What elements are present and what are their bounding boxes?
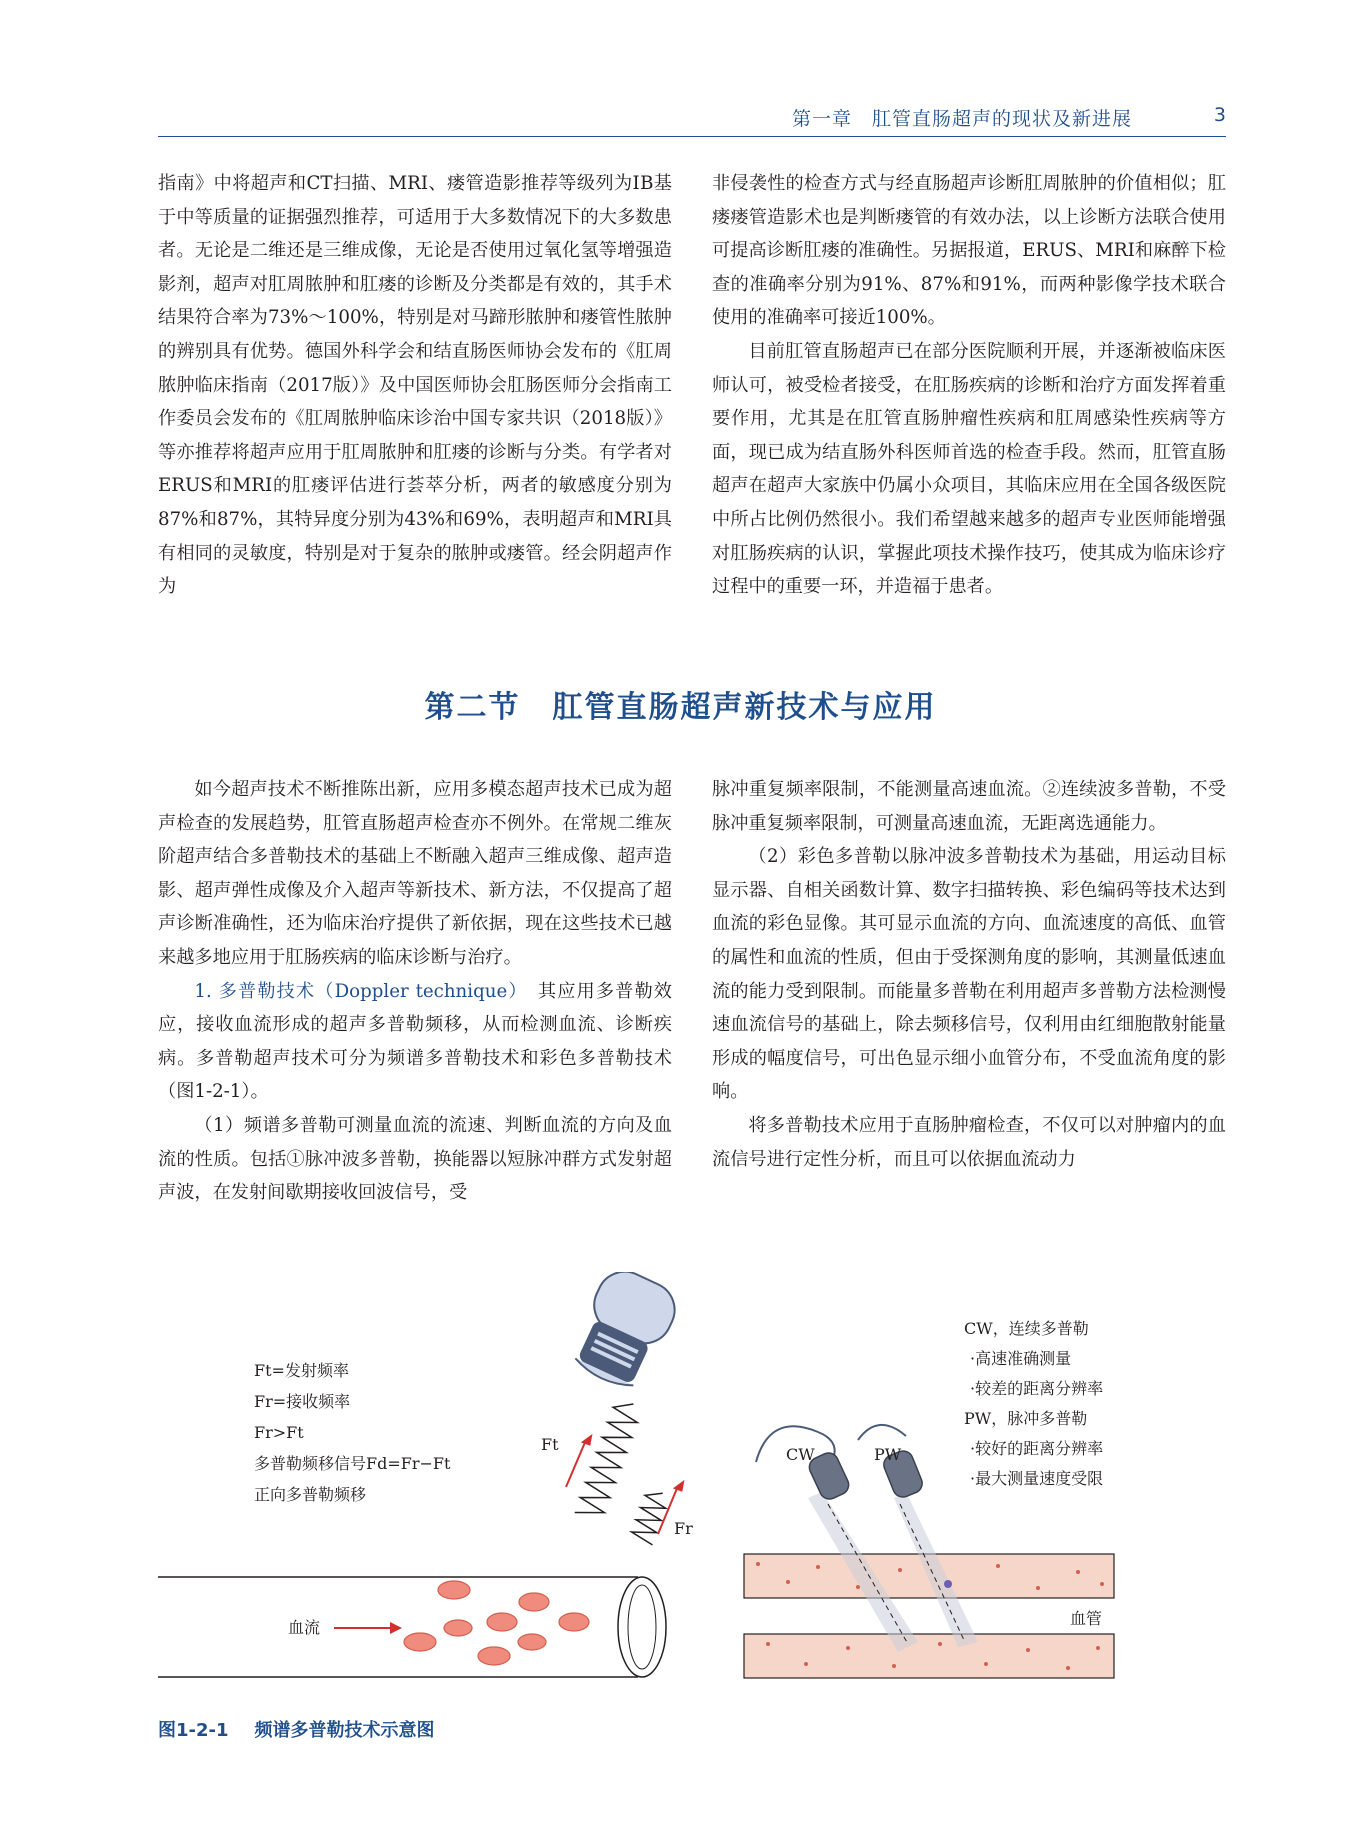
received-wave bbox=[630, 1488, 670, 1545]
bottom-right-column bbox=[712, 773, 1226, 1176]
doppler-figure bbox=[158, 1272, 1226, 1692]
paragraph: 如今超声技术不断推陈出新，应用多模态超声技术已成为超声检查的发展趋势，肛管直肠超声检查亦不例外。在常规二维灰阶超声结合多普勒技术的基础上不断融入超声三维成像、超声造影、超声弹性成像及介入超声等新技术、新方法，不仅提高了超声诊断准确性，还为临床治疗提供了新依据，现在这些技术已越来越多地应用于肛肠疾病的临床诊断与治疗。 bbox=[158, 779, 672, 968]
figure-title: 频谱多普勒技术示意图 bbox=[254, 1720, 435, 1741]
note-pw-2: ·最大测量速度受限 bbox=[970, 1469, 1104, 1488]
paragraph-body: 其应用多普勒效应，接收血流形成的超声多普勒频移，从而检测血流、诊断疾病。多普勒超声技术可分为频谱多普勒技术和彩色多普勒技术（图1-2-1）。 bbox=[158, 980, 672, 1103]
vessel-wall-lower bbox=[744, 1634, 1114, 1678]
paragraph: 非侵袭性的检查方式与经直肠超声诊断肛周脓肿的价值相似；肛瘘瘘管造影术也是判断瘘管的有效办法，以上诊断方法联合使用可提高诊断肛瘘的准确性。另据报道，ERUS、MRI和麻醉下检查的准确率分别为91%、87%和91%，而两种影像学技术联合使用的准确率可接近100%。 bbox=[712, 173, 1226, 329]
section-title: 第二节 肛管直肠超声新技术与应用 bbox=[424, 690, 937, 725]
chapter-title: 第一章 肛管直肠超声的现状及新进展 bbox=[791, 108, 1132, 130]
note-cw: CW，连续多普勒 bbox=[964, 1319, 1089, 1338]
note-pw: PW，脉冲多普勒 bbox=[964, 1409, 1088, 1428]
bottom-left-column bbox=[158, 773, 672, 1210]
pw-label: PW bbox=[874, 1445, 902, 1464]
paragraph: 脉冲重复频率限制，不能测量高速血流。②连续波多普勒，不受脉冲重复频率限制，可测量高速血流，无距离选通能力。 bbox=[712, 779, 1226, 834]
top-right-column bbox=[712, 167, 1226, 604]
paragraph: （1）频谱多普勒可测量血流的流速、判断血流的方向及血流的性质。包括①脉冲波多普勒，换能器以短脉冲群方式发射超声波，在发射间歇期接收回波信号，受 bbox=[158, 1114, 672, 1204]
ft-label: Ft bbox=[541, 1435, 559, 1454]
running-header bbox=[158, 100, 1226, 137]
fr-label: Fr bbox=[674, 1519, 693, 1538]
legend-fr-gt-ft: Fr>Ft bbox=[254, 1423, 304, 1442]
transmitted-wave bbox=[575, 1398, 643, 1522]
subheading: 1. 多普勒技术（Doppler technique） bbox=[194, 980, 519, 1002]
paragraph: （2）彩色多普勒以脉冲波多普勒技术为基础，用运动目标显示器、自相关函数计算、数字扫描转换、彩色编码等技术达到血流的彩色显像。其可显示血流的方向、血流速度的高低、血管的属性和血流的性质，但由于受探测角度的影响，其测量低速血流的能力受到限制。而能量多普勒在利用超声多普勒方法检测慢速血流信号的基础上，除去频移信号，仅利用由红细胞散射能量形成的幅度信号，可出色显示细小血管分布，不受血流角度的影响。 bbox=[712, 846, 1226, 1103]
legend-positive: 正向多普勒频移 bbox=[254, 1485, 367, 1504]
legend-fd: 多普勒频移信号Fd=Fr−Ft bbox=[254, 1454, 451, 1473]
note-cw-1: ·高速准确测量 bbox=[970, 1349, 1072, 1368]
page-number: 3 bbox=[1213, 104, 1226, 126]
legend-fr: Fr=接收频率 bbox=[254, 1392, 351, 1411]
paragraph: 指南》中将超声和CT扫描、MRI、瘘管造影推荐等级列为ⅠB基于中等质量的证据强烈推荐，可适用于大多数情况下的大多数患者。无论是二维还是三维成像，无论是否使用过氧化氢等增强造影剂，超声对肛周脓肿和肛瘘的诊断及分类都是有效的，其手术结果符合率为73%～100%，特别是对马蹄形脓肿和瘘管性脓肿的辨别具有优势。德国外科学会和结直肠医师协会发布的《肛周脓肿临床指南（2017版）》及中国医师协会肛肠医师分会指南工作委员会发布的《肛周脓肿临床诊治中国专家共识（2018版）》等亦推荐将超声应用于肛周脓肿和肛瘘的诊断与分类。有学者对ERUS和MRI的肛瘘评估进行荟萃分析，两者的敏感度分别为87%和87%，其特异度分别为43%和69%，表明超声和MRI具有相同的灵敏度，特别是对于复杂的脓肿或瘘管。经会阴超声作为 bbox=[158, 173, 672, 598]
figure-caption bbox=[158, 1716, 461, 1742]
cw-label: CW bbox=[786, 1445, 815, 1464]
vessel-label: 血管 bbox=[1070, 1609, 1103, 1628]
ultrasound-probe-icon bbox=[565, 1272, 684, 1395]
top-left-column bbox=[158, 167, 672, 604]
red-blood-cells bbox=[404, 1581, 589, 1665]
note-cw-2: ·较差的距离分辨率 bbox=[970, 1379, 1104, 1398]
legend-ft: Ft=发射频率 bbox=[254, 1361, 349, 1380]
paragraph: 目前肛管直肠超声已在部分医院顺利开展，并逐渐被临床医师认可，被受检者接受，在肛肠疾病的诊断和治疗方面发挥着重要作用，尤其是在肛管直肠肿瘤性疾病和肛周感染性疾病等方面，现已成为结直肠外科医师首选的检查手段。然而，肛管直肠超声在超声大家族中仍属小众项目，其临床应用在全国各级医院中所占比例仍然很小。我们希望越来越多的超声专业医师能增强对肛肠疾病的认识，掌握此项技术操作技巧，使其成为临床诊疗过程中的重要一环，并造福于患者。 bbox=[712, 340, 1226, 598]
flow-label: 血流 bbox=[288, 1618, 321, 1637]
blood-vessel-tube bbox=[158, 1577, 666, 1677]
figure-number: 图1-2-1 bbox=[158, 1720, 229, 1741]
paragraph bbox=[158, 975, 672, 1109]
note-pw-1: ·较好的距离分辨率 bbox=[970, 1439, 1104, 1458]
paragraph: 将多普勒技术应用于直肠肿瘤检查，不仅可以对肿瘤内的血流信号进行定性分析，而且可以依据血流动力 bbox=[712, 1114, 1226, 1170]
sample-volume-icon bbox=[944, 1580, 952, 1588]
cw-probe-icon bbox=[756, 1426, 852, 1502]
